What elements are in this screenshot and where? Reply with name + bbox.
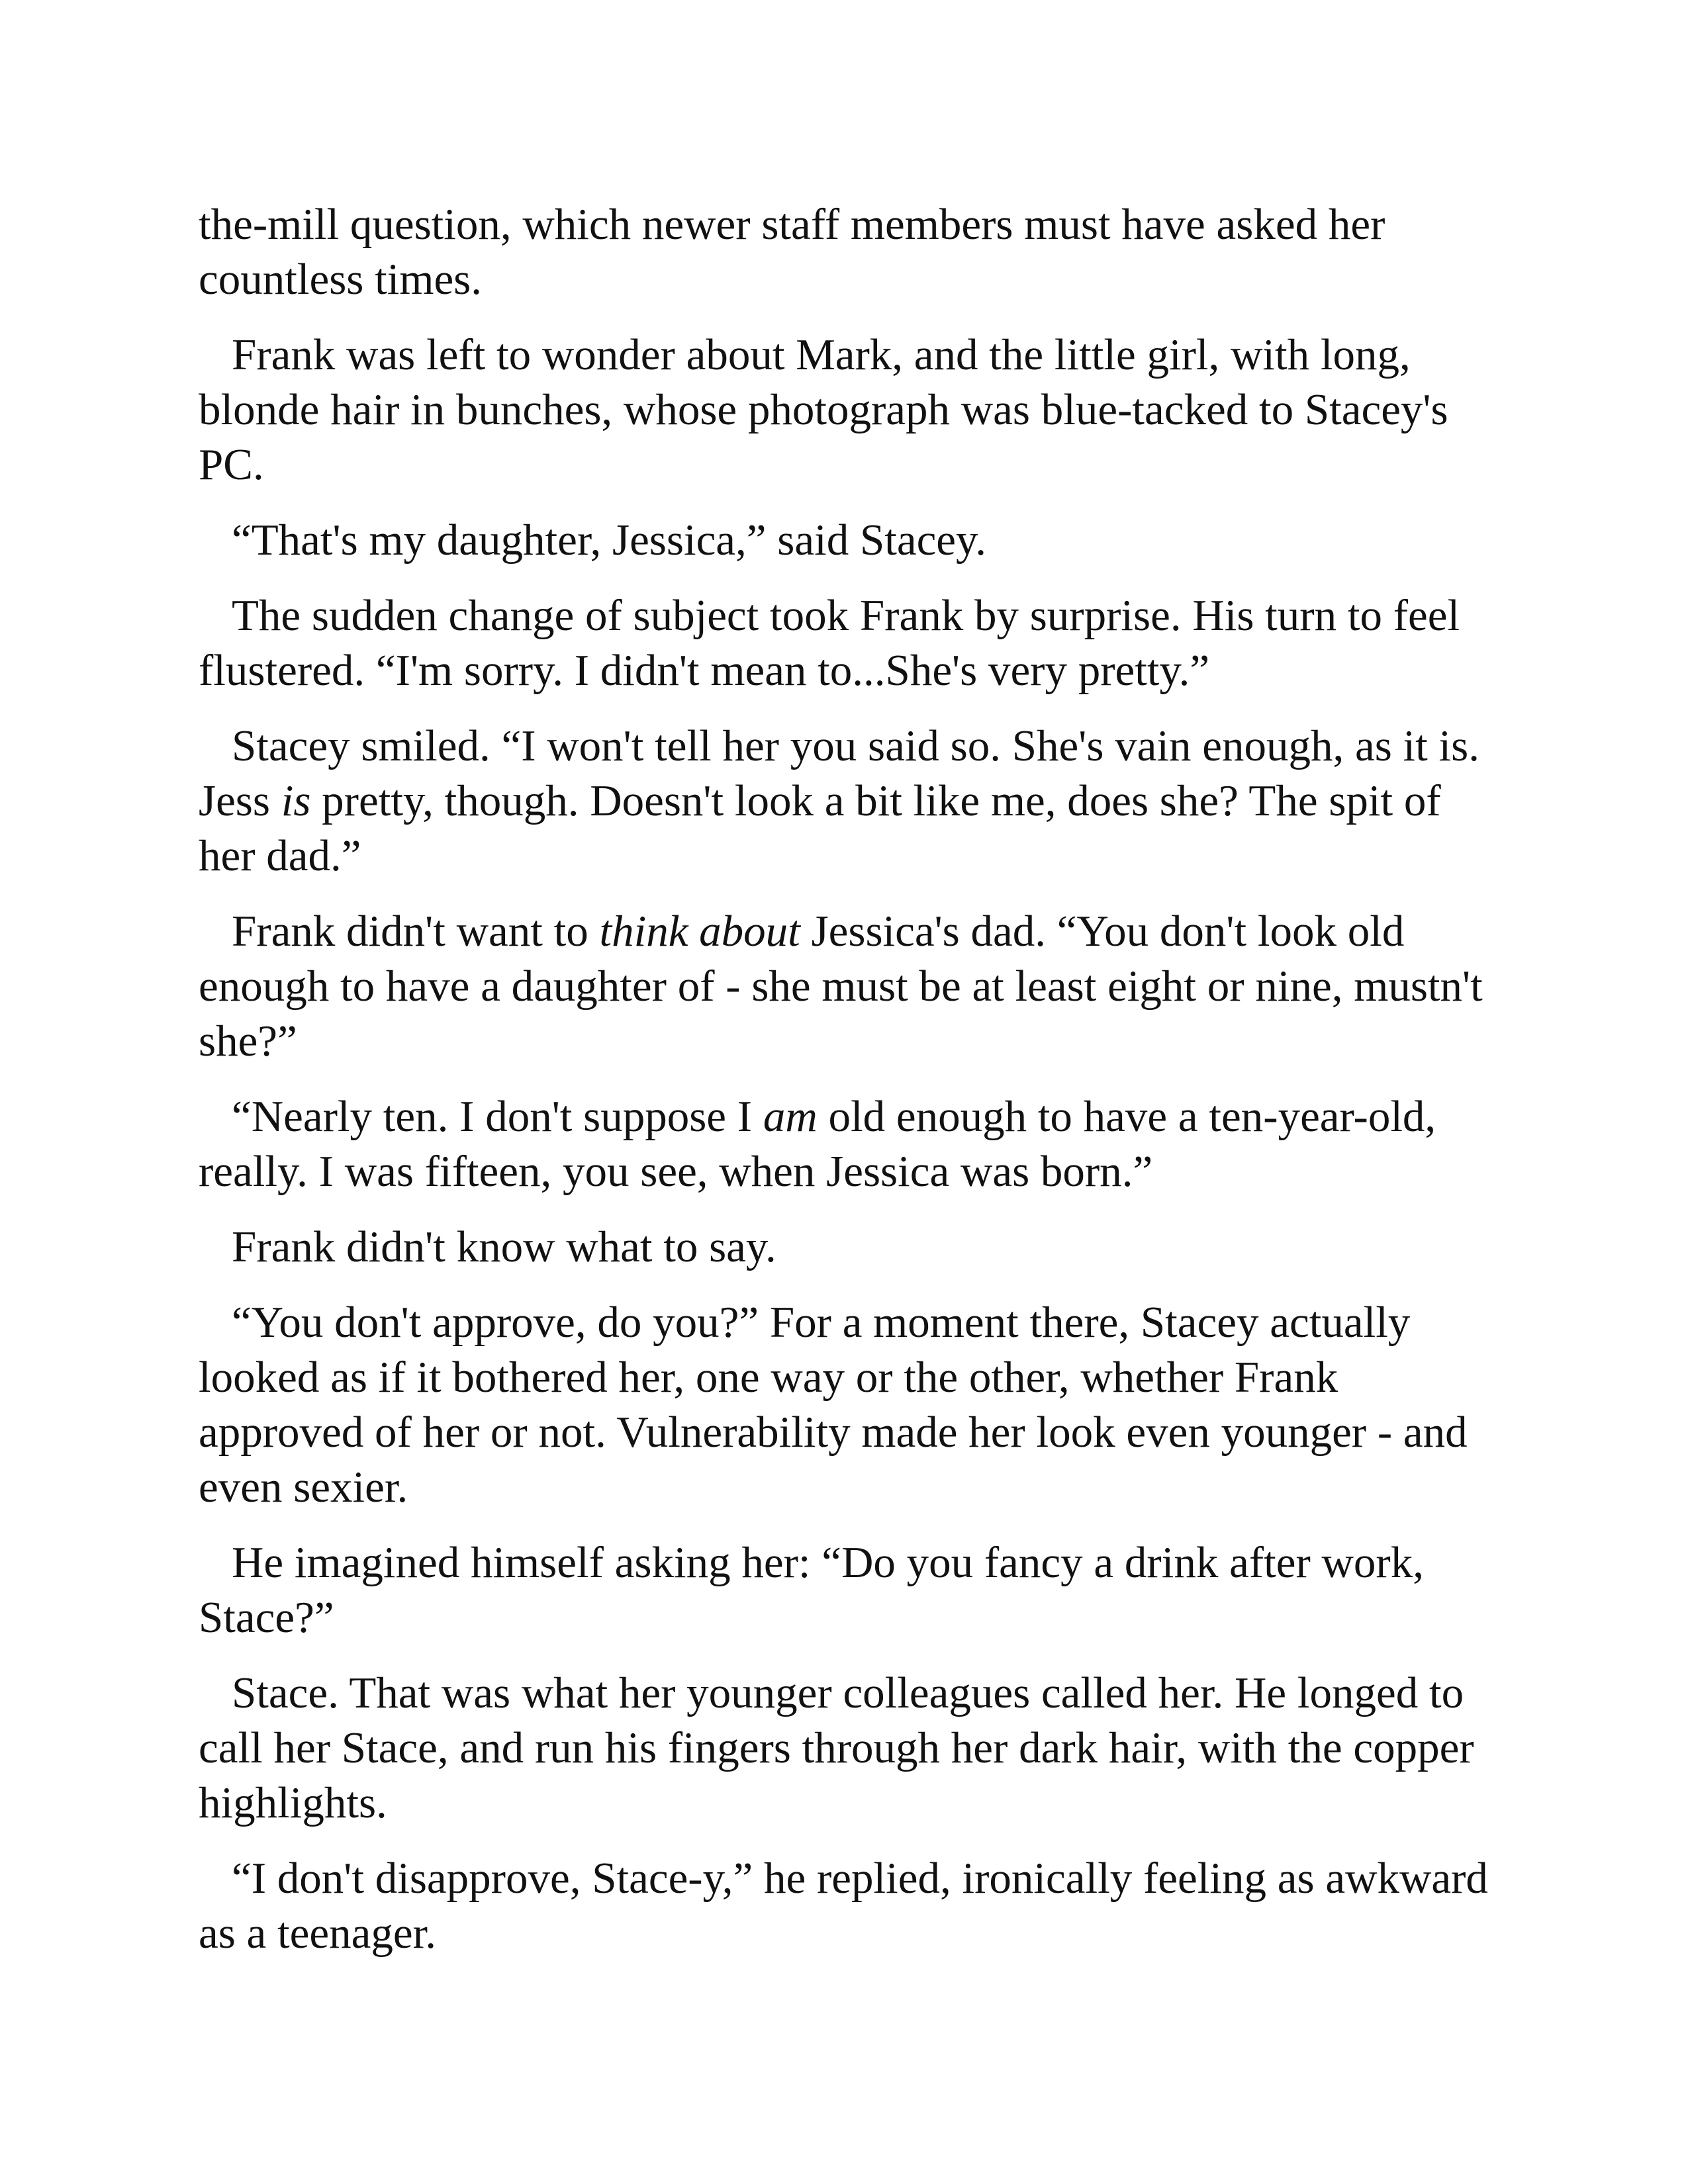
paragraph-2: Frank was left to wonder about Mark, and the little girl, with long, blonde hair in bunches, whose photograph was blue-tacked to Stacey's PC. <box>199 330 1448 489</box>
paragraph-8: Frank didn't know what to say. <box>232 1222 776 1271</box>
emphasis-is: is <box>281 776 311 825</box>
paragraph-7: “Nearly ten. I don't suppose I am old enough to have a ten-year-old, really. I was fifteen, you see, when Jessica was born.” <box>199 1092 1436 1196</box>
paragraph-12: “I don't disapprove, Stace-y,” he replied, ironically feeling as awkward as a teenager. <box>199 1854 1488 1958</box>
paragraph-9: “You don't approve, do you?” For a moment there, Stacey actually looked as if it bothered her, one way or the other, whether Frank approved of her or not. Vulnerability made her look even younger - and even sexier. <box>199 1298 1468 1512</box>
paragraph-3: “That's my daughter, Jessica,” said Stacey. <box>232 516 986 565</box>
body-text <box>199 197 1489 1961</box>
paragraph-1: the-mill question, which newer staff members must have asked her countless times. <box>199 200 1385 304</box>
emphasis-think-about: think about <box>599 907 800 956</box>
paragraph-10: He imagined himself asking her: “Do you fancy a drink after work, Stace?” <box>199 1538 1424 1642</box>
paragraph-6: Frank didn't want to think about Jessica's dad. “You don't look old enough to have a daughter of - she must be at least eight or nine, mustn't she?” <box>199 907 1483 1066</box>
paragraph-4: The sudden change of subject took Frank by surprise. His turn to feel flustered. “I'm sorry. I didn't mean to...She's very pretty.” <box>199 591 1460 695</box>
paragraph-11: Stace. That was what her younger colleagues called her. He longed to call her Stace, and run his fingers through her dark hair, with the copper highlights. <box>199 1668 1474 1827</box>
paragraph-5: Stacey smiled. “I won't tell her you said so. She's vain enough, as it is. Jess is pretty, though. Doesn't look a bit like me, does she? The spit of her dad.” <box>199 721 1479 880</box>
emphasis-am: am <box>763 1092 818 1141</box>
